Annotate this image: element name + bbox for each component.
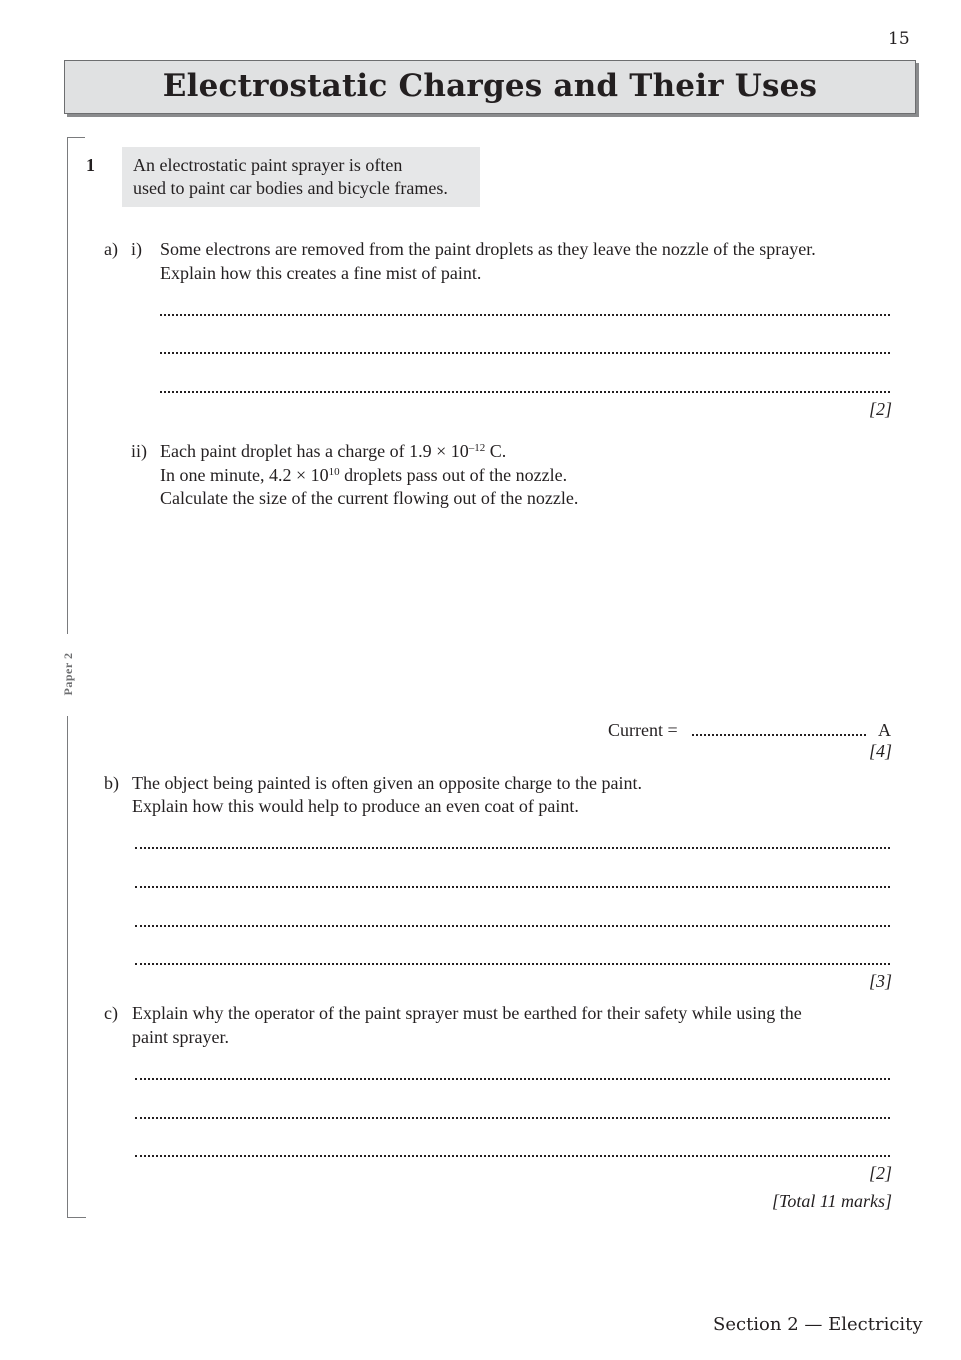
answer-line[interactable] — [160, 314, 890, 316]
title-banner — [64, 60, 916, 114]
margin-bracket-bottom — [67, 1217, 86, 1218]
margin-bracket-top — [67, 137, 85, 138]
marks-a-ii: [4] — [868, 741, 892, 761]
text: C. — [485, 441, 507, 461]
part-c-text: Explain why the operator of the paint sprayer must be earthed for their safety while using the — [132, 1003, 802, 1023]
page-number: 15 — [888, 29, 910, 49]
part-c-label: c) — [104, 1003, 118, 1023]
answer-line[interactable] — [135, 886, 890, 888]
part-b-label: b) — [104, 773, 119, 793]
part-a-ii-line2 — [160, 463, 567, 487]
part-b-text: The object being painted is often given an opposite charge to the paint. — [132, 773, 643, 793]
answer-line[interactable] — [160, 391, 890, 393]
answer-line[interactable] — [135, 1155, 890, 1157]
total-marks: [Total 11 marks] — [771, 1191, 892, 1211]
answer-line[interactable] — [135, 1078, 890, 1080]
answer-line[interactable] — [135, 963, 890, 965]
current-unit: A — [878, 720, 891, 740]
page-title: Electrostatic Charges and Their Uses — [162, 68, 818, 104]
question-number: 1 — [86, 155, 95, 175]
part-a-i-text: Explain how this creates a fine mist of paint. — [160, 263, 482, 283]
part-a-ii-line1 — [160, 439, 506, 463]
marks-b: [3] — [868, 971, 892, 991]
margin-bracket-line — [67, 716, 68, 1218]
answer-line[interactable] — [135, 847, 890, 849]
sub-ii-label: ii) — [131, 441, 147, 461]
text: In one minute, 4.2 × 10 — [160, 465, 329, 485]
part-a-i-text: Some electrons are removed from the paint droplets as they leave the nozzle of the sprayer. — [160, 239, 816, 259]
paper-label: Paper 2 — [61, 652, 75, 696]
question-intro: An electrostatic paint sprayer is often used to paint car bodies and bicycle frames. — [133, 155, 448, 198]
question-intro-box — [122, 147, 480, 207]
section-footer: Section 2 — Electricity — [713, 1314, 923, 1335]
exponent: 10 — [328, 466, 340, 478]
exponent: –12 — [468, 442, 486, 454]
part-c-text: paint sprayer. — [132, 1027, 229, 1047]
current-answer-field[interactable] — [692, 734, 866, 736]
marks-c: [2] — [868, 1163, 892, 1183]
current-label: Current = — [608, 720, 678, 740]
sub-i-label: i) — [131, 239, 142, 259]
answer-line[interactable] — [135, 925, 890, 927]
part-b-text: Explain how this would help to produce an even coat of paint. — [132, 796, 579, 816]
answer-line[interactable] — [160, 352, 890, 354]
margin-bracket-line — [67, 137, 68, 634]
text: Each paint droplet has a charge of 1.9 × 10 — [160, 441, 469, 461]
marks-a-i: [2] — [868, 399, 892, 419]
answer-line[interactable] — [135, 1117, 890, 1119]
part-a-label: a) — [104, 239, 118, 259]
part-a-ii-text: Calculate the size of the current flowing out of the nozzle. — [160, 488, 579, 508]
text: droplets pass out of the nozzle. — [339, 465, 568, 485]
